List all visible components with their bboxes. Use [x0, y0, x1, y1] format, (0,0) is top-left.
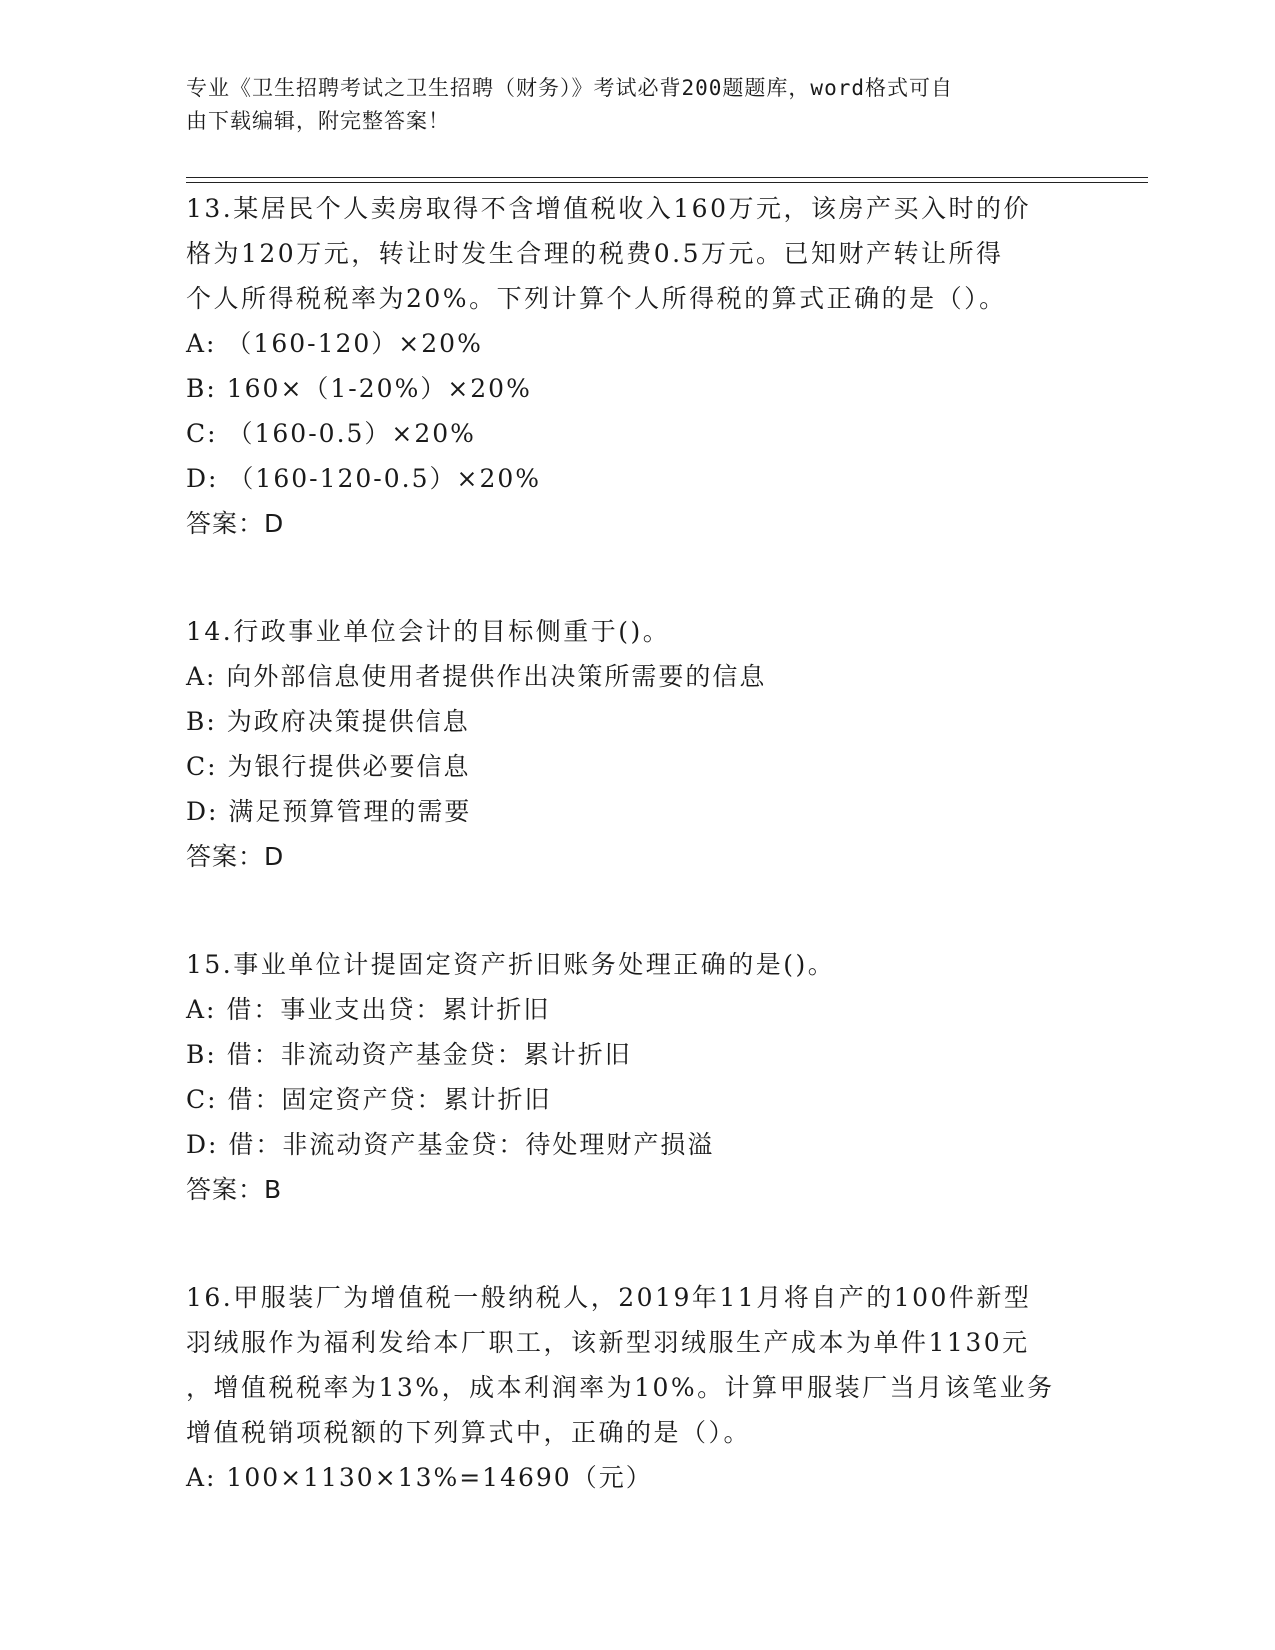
answer-line: 答案：D	[186, 509, 285, 538]
document-header	[186, 72, 1066, 138]
option-d: D: （160-120-0.5）×20%	[186, 464, 542, 493]
stem-line: ，增值税税率为13%，成本利润率为10%。计算甲服装厂当月该笔业务	[186, 1373, 1055, 1402]
stem-line: 个人所得税税率为20%。下列计算个人所得税的算式正确的是（）。	[186, 284, 1007, 313]
option-a: A: 借：事业支出贷：累计折旧	[186, 995, 551, 1024]
answer-line: 答案：D	[186, 842, 285, 871]
question-stem	[186, 942, 1086, 987]
question-gap	[186, 1213, 1086, 1275]
option-c: C: 借：固定资产贷：累计折旧	[186, 1085, 552, 1114]
stem-line: 16.甲服装厂为增值税一般纳税人，2019年11月将自产的100件新型	[186, 1283, 1032, 1312]
question-stem	[186, 609, 1086, 654]
question-gap	[186, 880, 1086, 942]
question-gap	[186, 547, 1086, 609]
option-c: C: 为银行提供必要信息	[186, 752, 471, 781]
option-d: D: 借：非流动资产基金贷：待处理财产损溢	[186, 1130, 715, 1159]
header-rule-bottom	[186, 182, 1148, 183]
stem-line: 格为120万元，转让时发生合理的税费0.5万元。已知财产转让所得	[186, 239, 1004, 268]
stem-line: 15.事业单位计提固定资产折旧账务处理正确的是()。	[186, 950, 836, 979]
question-13	[186, 186, 1086, 547]
stem-line: 13.某居民个人卖房取得不含增值税收入160万元，该房产买入时的价	[186, 194, 1031, 223]
question-14	[186, 609, 1086, 880]
option-b: B: 借：非流动资产基金贷：累计折旧	[186, 1040, 632, 1069]
option-b: B: 为政府决策提供信息	[186, 707, 470, 736]
option-a: A: （160-120）×20%	[186, 329, 483, 358]
option-a: A: 向外部信息使用者提供作出决策所需要的信息	[186, 662, 767, 691]
question-stem	[186, 186, 1086, 321]
question-stem	[186, 1275, 1086, 1455]
option-c: C: （160-0.5）×20%	[186, 419, 476, 448]
header-line-1: 专业《卫生招聘考试之卫生招聘（财务）》考试必背200题题库，word格式可自	[186, 76, 953, 100]
stem-line: 14.行政事业单位会计的目标侧重于()。	[186, 617, 671, 646]
stem-line: 羽绒服作为福利发给本厂职工，该新型羽绒服生产成本为单件1130元	[186, 1328, 1030, 1357]
answer-line: 答案：B	[186, 1175, 283, 1204]
question-16	[186, 1275, 1086, 1500]
option-a: A: 100×1130×13%=14690（元）	[186, 1463, 653, 1492]
question-list	[186, 186, 1086, 1500]
option-d: D: 满足预算管理的需要	[186, 797, 472, 826]
header-line-2: 由下载编辑，附完整答案！	[186, 109, 450, 133]
header-rule-top	[186, 177, 1148, 178]
option-b: B: 160×（1-20%）×20%	[186, 374, 532, 403]
stem-line: 增值税销项税额的下列算式中，正确的是（）。	[186, 1418, 752, 1447]
question-15	[186, 942, 1086, 1213]
